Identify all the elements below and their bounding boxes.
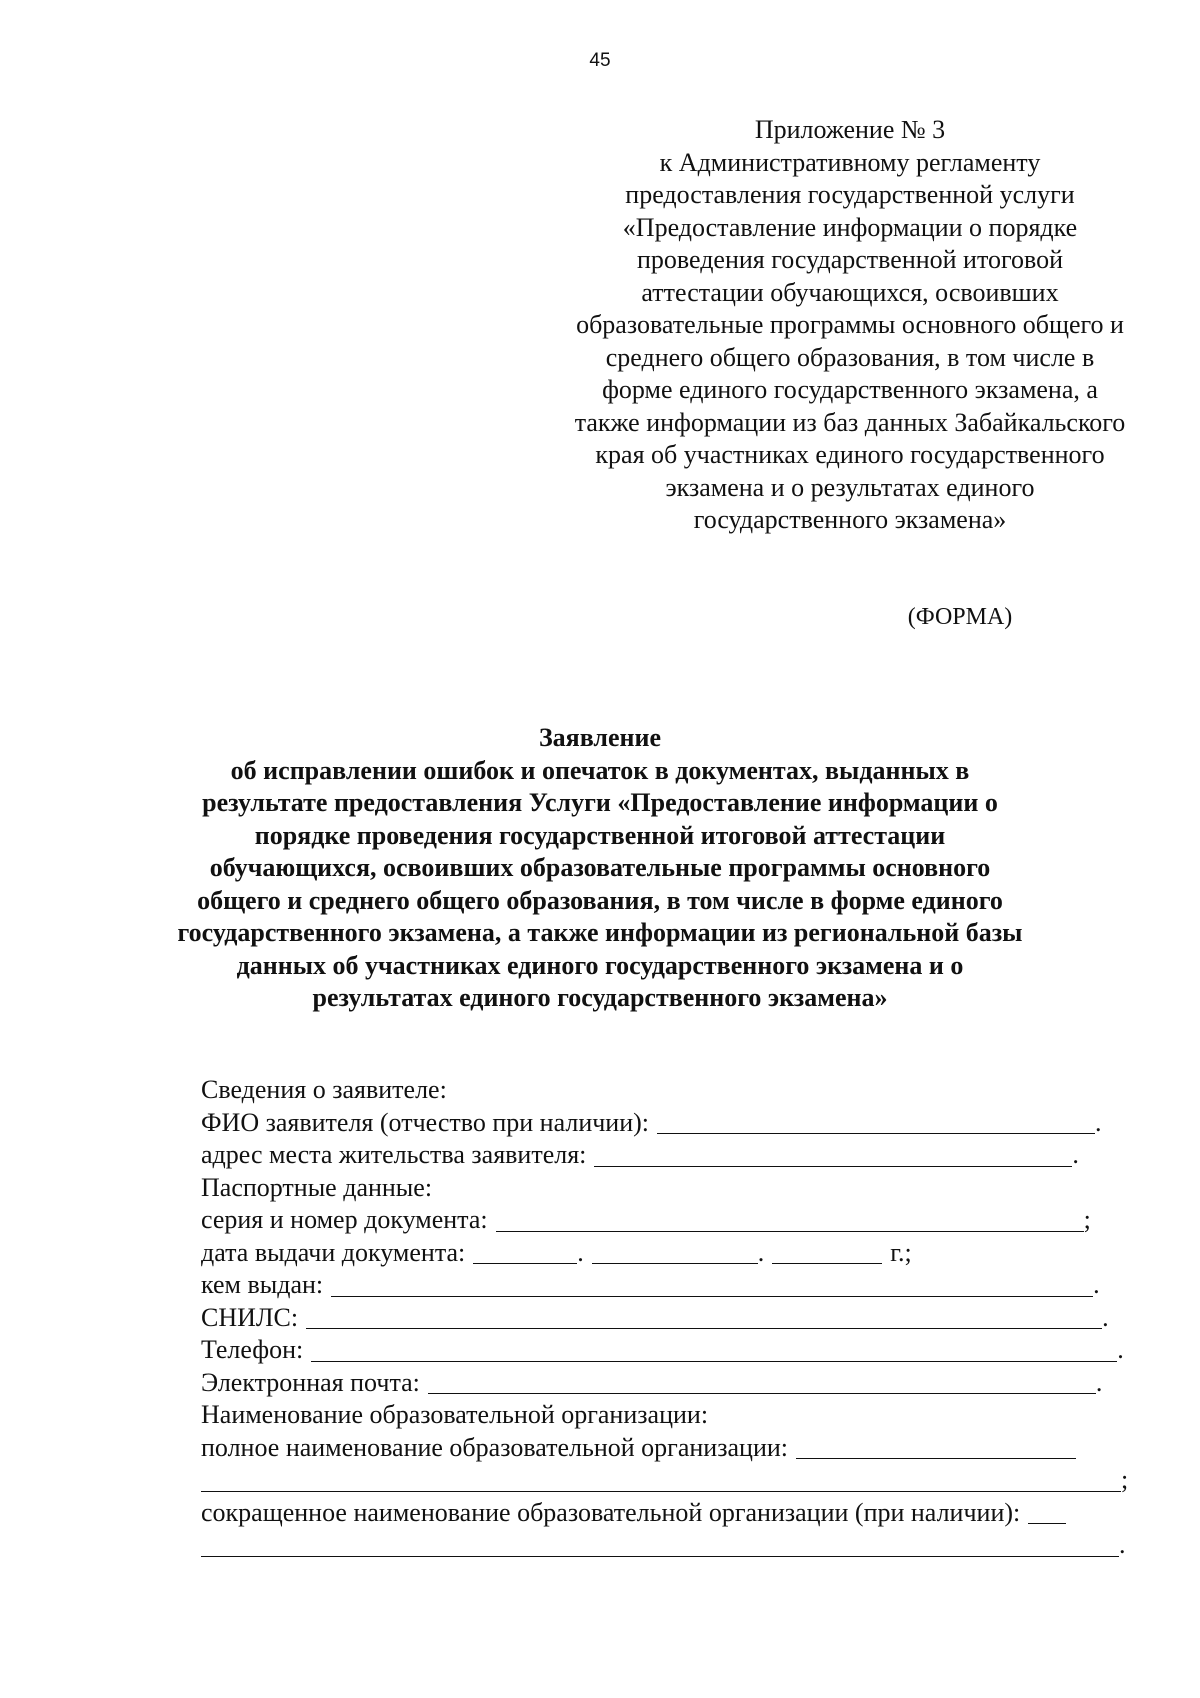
snils-field[interactable] (306, 1304, 1102, 1329)
issue-day-field[interactable] (473, 1239, 577, 1264)
form-label: (ФОРМА) (907, 604, 1013, 630)
passport-header (201, 1172, 1151, 1205)
snils-row (201, 1302, 1151, 1335)
fio-label: ФИО заявителя (отчество при наличии): (201, 1107, 650, 1137)
address-label: адрес места жительства заявителя: (201, 1140, 587, 1169)
issue-date-row (201, 1237, 1151, 1270)
issued-by-field[interactable] (331, 1272, 1093, 1297)
series-row (201, 1204, 1151, 1237)
fio-row (201, 1107, 1151, 1140)
appendix-line: «Предоставление информации о порядке (622, 212, 1078, 242)
title-line: обучающихся, освоивших образовательные программы основного (209, 853, 991, 882)
org-full-continuation-field[interactable] (201, 1467, 1121, 1492)
org-short-continuation-row (201, 1529, 1151, 1562)
org-short-punct: . (1119, 1530, 1126, 1559)
issued-by-row (201, 1269, 1151, 1302)
phone-row (201, 1334, 1151, 1367)
page-number: 45 (589, 50, 611, 71)
issued-by-punct: . (1093, 1270, 1100, 1299)
email-field[interactable] (428, 1369, 1096, 1394)
email-punct: . (1095, 1367, 1103, 1397)
org-short-continuation-field[interactable] (201, 1532, 1119, 1557)
document-title (150, 722, 1050, 1015)
series-label: серия и номер документа: (201, 1205, 488, 1234)
title-line: данных об участниках единого государственного экзамена и о (236, 950, 964, 980)
title-line: порядке проведения государственной итоговой аттестации (254, 820, 946, 850)
fio-field[interactable] (657, 1109, 1095, 1134)
appendix-line: государственного экзамена» (693, 505, 1007, 534)
appendix-line: форме единого государственного экзамена, а (602, 375, 1098, 404)
appendix-line: края об участниках единого государственного (595, 440, 1105, 469)
org-full-label: полное наименование образовательной организации: (201, 1432, 788, 1462)
address-punct: . (1072, 1140, 1079, 1169)
date-separator: . (757, 1237, 765, 1267)
year-suffix: г.; (890, 1237, 912, 1267)
title-line: об исправлении ошибок и опечаток в документах, выданных в (230, 755, 970, 785)
appendix-line: проведения государственной итоговой (636, 245, 1064, 274)
org-short-label: сокращенное наименование образовательной организации (при наличии): (201, 1497, 1021, 1527)
title-line: результатах единого государственного экзамена» (312, 983, 888, 1012)
org-full-field[interactable] (796, 1434, 1076, 1459)
issued-by-label: кем выдан: (201, 1270, 324, 1299)
org-short-field[interactable] (1028, 1499, 1066, 1524)
appendix-line: среднего общего образования, в том числе в (605, 342, 1095, 372)
appendix-line: образовательные программы основного общего и (576, 310, 1124, 339)
appendix-line: предоставления государственной услуги (625, 180, 1075, 209)
date-separator: . (577, 1237, 584, 1267)
title-line: государственного экзамена, а также информации из региональной базы (177, 918, 1023, 947)
passport-header-label: Паспортные данные: (201, 1172, 433, 1202)
appendix-line: к Административному регламенту (659, 147, 1041, 177)
fio-punct: . (1095, 1107, 1102, 1137)
title-line: общего и среднего общего образования, в том числе в форме единого (197, 885, 1003, 915)
org-header (201, 1399, 1151, 1432)
issue-month-field[interactable] (592, 1239, 758, 1264)
issue-year-field[interactable] (772, 1239, 882, 1264)
phone-punct: . (1117, 1335, 1124, 1364)
applicant-form (201, 1074, 1151, 1562)
snils-label: СНИЛС: (201, 1302, 299, 1332)
org-full-punct: ; (1121, 1465, 1129, 1494)
applicant-header (201, 1074, 1151, 1107)
appendix-line: аттестации обучающихся, освоивших (641, 277, 1059, 307)
series-punct: ; (1083, 1205, 1091, 1234)
org-full-continuation-row (201, 1464, 1151, 1497)
appendix-line: экзамена и о результатах единого (665, 472, 1035, 502)
appendix-line: также информации из баз данных Забайкальского (574, 407, 1126, 437)
title-line: Заявление (538, 723, 662, 752)
address-row (201, 1139, 1151, 1172)
address-field[interactable] (594, 1142, 1072, 1167)
applicant-header-label: Сведения о заявителе: (201, 1075, 447, 1104)
appendix-header (535, 114, 1165, 537)
email-label: Электронная почта: (201, 1367, 420, 1397)
org-short-row (201, 1497, 1151, 1530)
snils-punct: . (1102, 1302, 1109, 1332)
appendix-line: Приложение № 3 (754, 115, 946, 144)
org-full-row (201, 1432, 1151, 1465)
phone-label: Телефон: (201, 1335, 304, 1364)
phone-field[interactable] (311, 1337, 1117, 1362)
email-row (201, 1367, 1151, 1400)
org-header-label: Наименование образовательной организации: (201, 1400, 709, 1429)
series-field[interactable] (496, 1207, 1084, 1232)
issue-date-label: дата выдачи документа: (201, 1237, 466, 1267)
title-line: результате предоставления Услуги «Предоставление информации о (202, 788, 998, 817)
